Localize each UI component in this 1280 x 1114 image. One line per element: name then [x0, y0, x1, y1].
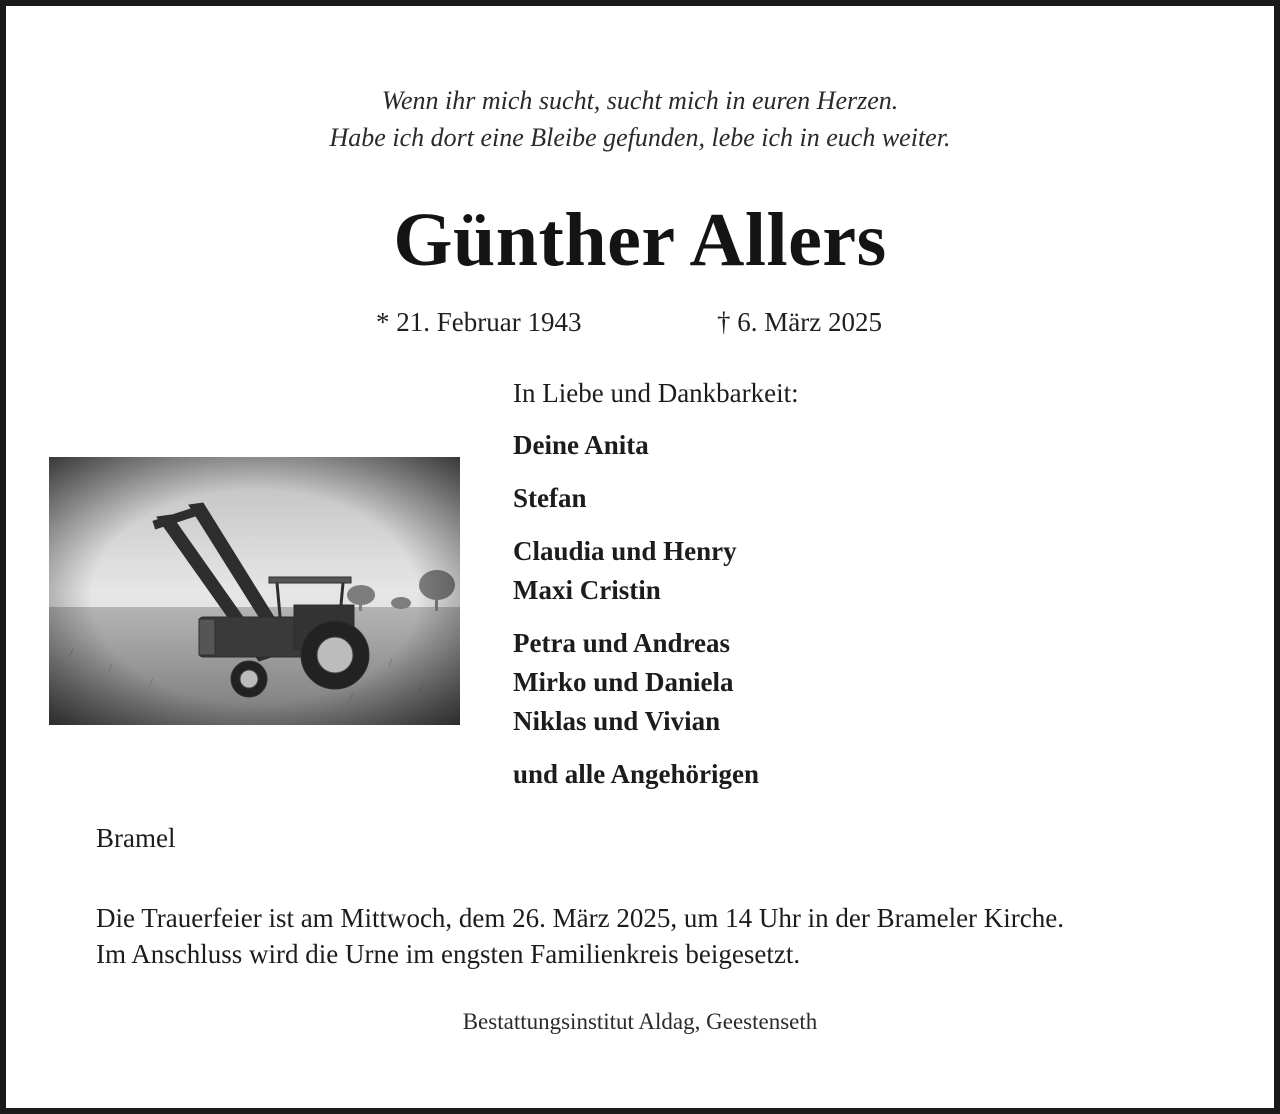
ceremony-line-2: Im Anschluss wird die Urne im engsten Familienkreis beigesetzt.	[96, 939, 801, 969]
family-intro: In Liebe und Dankbarkeit:	[513, 378, 799, 408]
birth-date: * 21. Februar 1943	[376, 307, 582, 337]
quote-line-2: Habe ich dort eine Bleibe gefunden, lebe ich in euch weiter.	[329, 123, 951, 152]
family-member: Maxi Cristin	[513, 575, 661, 605]
death-date: † 6. März 2025	[717, 307, 882, 337]
quote-line-1: Wenn ihr mich sucht, sucht mich in euren Herzen.	[381, 86, 899, 115]
memorial-quote	[6, 82, 1274, 156]
family-group	[513, 755, 1113, 794]
undertaker-credit: Bestattungsinstitut Aldag, Geestenseth	[462, 1009, 818, 1034]
family-member: Mirko und Daniela	[513, 667, 734, 697]
family-group	[513, 624, 1113, 741]
family-member: Claudia und Henry	[513, 536, 737, 566]
family-member: Stefan	[513, 483, 587, 513]
family-group	[513, 532, 1113, 610]
family-group	[513, 479, 1113, 518]
ceremony-line-1: Die Trauerfeier ist am Mittwoch, dem 26. März 2025, um 14 Uhr in der Brameler Kirche.	[96, 903, 1065, 933]
tractor-photo	[49, 457, 460, 725]
deceased-name: Günther Allers	[393, 198, 887, 282]
family-group	[513, 426, 1113, 465]
ceremony-info	[96, 900, 1246, 972]
family-member: Niklas und Vivian	[513, 706, 721, 736]
family-member: und alle Angehörigen	[513, 759, 760, 789]
family-list	[513, 374, 1113, 808]
family-member: Deine Anita	[513, 430, 649, 460]
family-member: Petra und Andreas	[513, 628, 731, 658]
hometown: Bramel	[96, 823, 176, 853]
